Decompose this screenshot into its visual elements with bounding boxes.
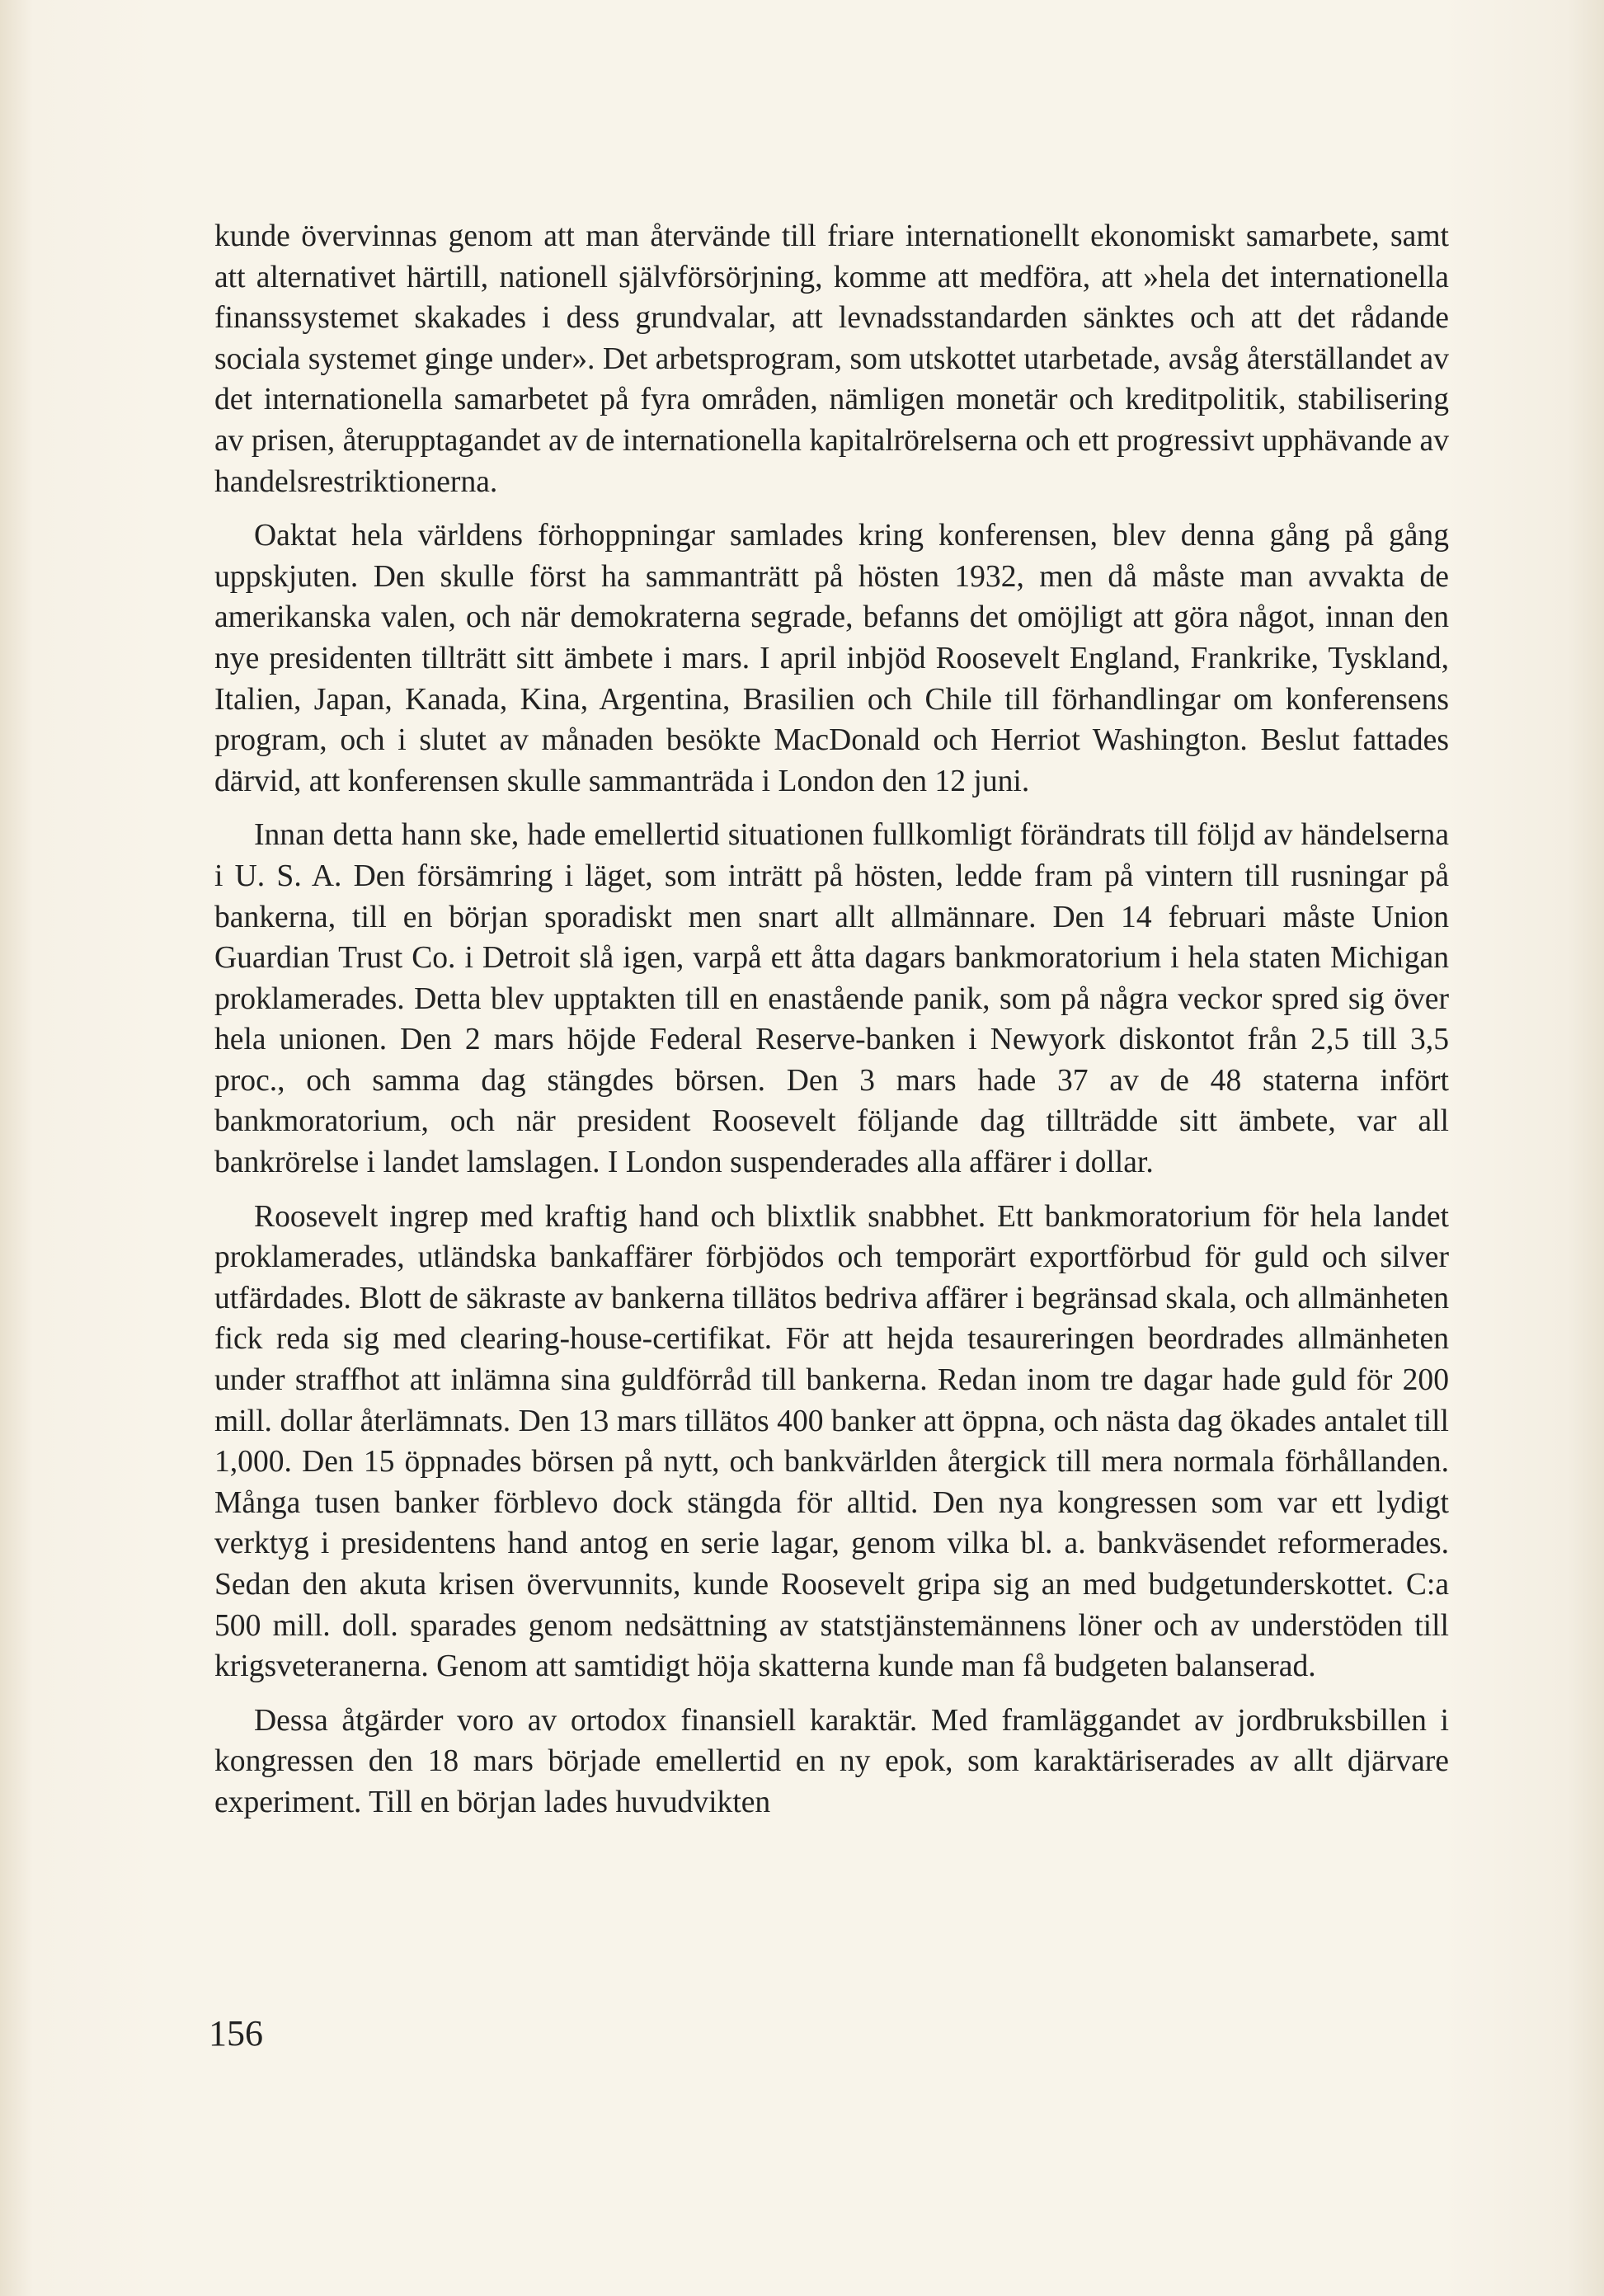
paragraph-1: kunde övervinnas genom att man återvände till friare internationellt ekonomiskt samarbete, samt att alternativet härtill, nationell självförsörjning, komme att medföra, att »hela det internationella finanssystemet skakades i dess grundvalar, att levnadsstandarden sänktes och att det rådande sociala systemet ginge under». Det arbetsprogram, som utskottet utarbetade, avsåg återställandet av det internationella samarbetet på fyra områden, nämligen monetär och kreditpolitik, stabilisering av prisen, återupptagandet av de internationella kapitalrörelserna och ett progressivt upphävande av handelsrestriktionerna. [214, 219, 1449, 499]
body-text [214, 216, 1449, 1837]
paragraph-5: Dessa åtgärder voro av ortodox finansiell karaktär. Med framläggandet av jordbruksbillen i kongressen den 18 mars började emellertid en ny epok, som karaktäriserades av allt djärvare experiment. Till en början lades huvudvikten [214, 1703, 1449, 1819]
paragraph-2: Oaktat hela världens förhoppningar samlades kring konferensen, blev denna gång på gång uppskjuten. Den skulle först ha sammanträtt på hösten 1932, men då måste man avvakta de amerikanska valen, och när demokraterna segrade, befanns det omöjligt att göra något, innan den nye presidenten tillträtt sitt ämbete i mars. I april inbjöd Roosevelt England, Frankrike, Tyskland, Italien, Japan, Kanada, Kina, Argentina, Brasilien och Chile till förhandlingar om konferensens program, och i slutet av månaden besökte MacDonald och Herriot Washington. Beslut fattades därvid, att konferensen skulle sammanträda i London den 12 juni. [214, 519, 1449, 798]
paragraph-4: Roosevelt ingrep med kraftig hand och blixtlik snabbhet. Ett bankmoratorium för hela landet proklamerades, utländska bankaffärer förbjödos och temporärt exportförbud för guld och silver utfärdades. Blott de säkraste av bankerna tillätos bedriva affärer i begränsad skala, och allmänheten fick reda sig med clearing-house-certifikat. För att hejda tesaureringen beordrades allmänheten under straffhot att inlämna sina guldförråd till bankerna. Redan inom tre dagar hade guld för 200 mill. dollar återlämnats. Den 13 mars tillätos 400 banker att öppna, och nästa dag ökades antalet till 1,000. Den 15 öppnades börsen på nytt, och bankvärlden återgick till mera normala förhållanden. Många tusen banker förblevo dock stängda för alltid. Den nya kongressen som var ett lydigt verktyg i presidentens hand antog en serie lagar, genom vilka bl. a. bankväsendet reformerades. Sedan den akuta krisen övervunnits, kunde Roosevelt gripa sig an med budgetunderskottet. C:a 500 mill. doll. sparades genom nedsättning av statstjänstemännens löner och av understöden till krigsveteranerna. Genom att samtidigt höja skatterna kunde man få budgeten balanserad. [214, 1199, 1449, 1684]
paragraph-3: Innan detta hann ske, hade emellertid situationen fullkomligt förändrats till följd av händelserna i U. S. A. Den försämring i läget, som inträtt på hösten, ledde fram på vintern till rusningar på bankerna, till en början sporadiskt men snart allt allmännare. Den 14 februari måste Union Guardian Trust Co. i Detroit slå igen, varpå ett åtta dagars bankmoratorium i hela staten Michigan proklamerades. Detta blev upptakten till en enastående panik, som på några veckor spred sig över hela unionen. Den 2 mars höjde Federal Reserve-banken i Newyork diskontot från 2,5 till 3,5 proc., och samma dag stängdes börsen. Den 3 mars hade 37 av de 48 staterna infört bankmoratorium, och när president Roosevelt följande dag tillträdde sitt ämbete, var all bankrörelse i landet lamslagen. I London suspenderades alla affärer i dollar. [214, 818, 1449, 1180]
page-number: 156 [209, 2013, 263, 2054]
